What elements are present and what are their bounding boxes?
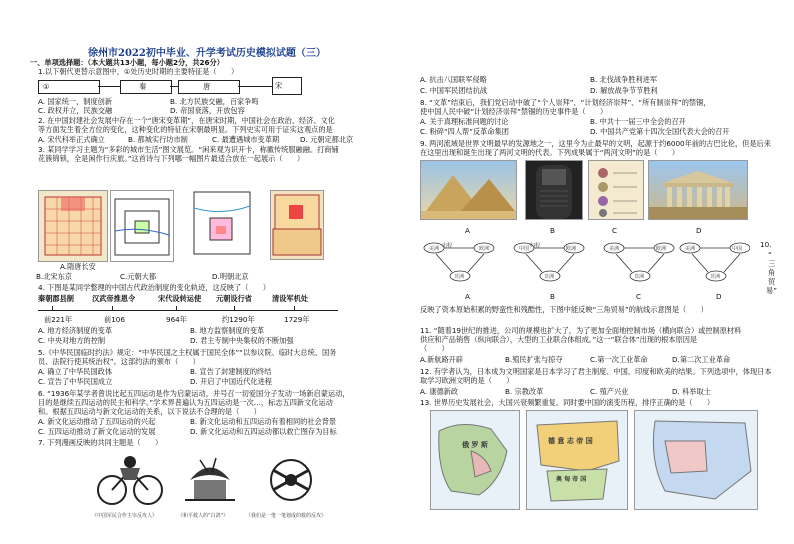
timeline-event-4: 元朝设行省: [216, 294, 252, 303]
question-2-line1: 2. 在中国封建社会发展中存在一个“唐宋变革期”，在唐宋时期，中国社会在政治、经济、文化: [38, 116, 335, 125]
timeline-tick: [234, 306, 235, 310]
q11-option-c: C.第一次工业革命: [590, 355, 648, 364]
cartoon-2-caption: 《和平救人的“白鸽”》: [178, 513, 229, 519]
question-10-text: 反映了资本原始积累的野蛮性和残酷性，下图中能反映“三角贸易”的航线示意图是（ ）: [420, 305, 708, 314]
cartoon-1-caption: 《中国军民合作主宰反攻人》: [92, 513, 158, 519]
question-11-line1: 11. “随着19世纪的推进，公司的规模也扩大了，为了更加全面地控制市场（横向联合）或控制原材料: [420, 326, 742, 335]
map-label-austria-hungary: 奥 匈 帝 国: [556, 476, 587, 483]
timeline-event-3: 宋代设转运使: [158, 294, 202, 303]
q4-option-a: A. 地方经济制度的变革: [38, 326, 113, 335]
question-7: 7. 下列漫画反映的共同主题是（ ）: [38, 438, 163, 447]
q10-side-3: 贸: [768, 277, 776, 286]
trade-route-diagrams: [420, 234, 750, 290]
timeline-event-1: 秦朝郡县制: [38, 294, 74, 303]
timeline-tick: [52, 306, 53, 310]
q-top-option-c: C. 中国军民团结抗战: [420, 86, 488, 95]
timeline-tick: [176, 306, 177, 310]
q10-label-a: A: [465, 292, 470, 301]
flow-box-3: 唐: [178, 80, 240, 94]
q10-label-c: C: [636, 292, 642, 301]
question-12-line2: 取学习欧洲文明的是（ ）: [420, 376, 514, 385]
q10-node-america-3: 美洲: [609, 246, 620, 252]
q2-option-d: D. 元朝定都北京: [300, 135, 354, 144]
map-label-russia: 俄 罗 斯: [462, 441, 488, 449]
q3-label-a: A.隋唐长安: [60, 262, 96, 271]
map-2-image: [526, 410, 628, 510]
q1-option-a: A. 国家统一，制度创新: [38, 97, 113, 106]
question-4: 4. 下图是某同学整理的中国古代政治制度的变化轨迹，这反映了（ ）: [38, 283, 270, 292]
q10-side-1: 三: [768, 259, 776, 268]
q11-option-b: B.殖民扩张与掠夺: [505, 355, 563, 364]
flow-box-4: 宋: [272, 77, 302, 95]
q10-node-china: 中国: [519, 246, 530, 252]
caste-diagram-image: [588, 160, 644, 220]
q11-option-a: A.新航路开辟: [420, 355, 464, 364]
q9-label-b: B: [550, 226, 555, 235]
timeline-year-3: 964年: [166, 315, 187, 324]
q8-option-b: B. 中共十一届三中全会的召开: [590, 117, 686, 126]
question-9-line2: 在这里出现和诞生出现了两河文明的代表。下列成果属于“两河文明”的是（ ）: [420, 148, 680, 157]
q3-label-d: D.明朝北京: [212, 272, 249, 281]
question-6-line3: 和。根据五四运动与新文化运动的关系，以下说法不合理的是（ ）: [38, 407, 261, 416]
timeline-tick: [112, 306, 113, 310]
question-2-line2: 等方面发生着全方位的变化，这种变化的特征在宋朝最明显。下列史实可用于证实这观点的是: [38, 125, 333, 134]
q-top-option-d: D. 解放战争节节胜利: [590, 86, 658, 95]
flow-box-2: 秦: [120, 80, 172, 94]
question-11-line2: 供应和产品销售（纵向联合），大型的工业联合体组成。”这一“联合体”出现的根本原因是: [420, 335, 698, 344]
q8-option-c: C. 粉碎“四人帮”反革命集团: [420, 127, 509, 136]
question-8-line1: 8. “文革”结束后，我们党启动中破了“个人崇拜”、“计划经济崇拜”、“所有制崇拜”的禁锢，: [420, 98, 711, 107]
timeline-axis: [38, 310, 338, 311]
q1-option-d: D. 帝国衰落，开放包容: [170, 106, 245, 115]
cartoon-3-caption: 《我们是一笔一笔划成的救的反攻》: [246, 513, 327, 519]
q8-option-a: A. 关于真理标准问题的讨论: [420, 117, 509, 126]
map-label-german-empire: 德 意 志 帝 国: [548, 437, 593, 445]
q1-option-b: B. 北方民族交融，百家争鸣: [170, 97, 259, 106]
q9-label-c: C: [612, 226, 618, 235]
q10-node-america: 美洲: [429, 246, 440, 252]
question-11-line3: （ ）: [420, 344, 449, 353]
q12-option-b: B. 宗教改革: [505, 387, 544, 396]
map-changan-image: [38, 190, 108, 262]
q10-node-america-4: 美洲: [685, 246, 696, 252]
question-3-line1: 3. 某同学学习主题为“多彩的城市生活”图文展览。“闲来观为识开卡，称徽传统服融融。打商铺: [38, 145, 339, 154]
timeline-year-1: 前221年: [44, 315, 73, 324]
q9-label-d: D: [696, 226, 702, 235]
q1-option-c: C. 政权并立，民族交融: [38, 106, 113, 115]
q10-node-china-4: 中国: [732, 246, 743, 252]
timeline-year-5: 1729年: [284, 315, 310, 324]
q10-node-africa-4: 非洲: [710, 274, 721, 280]
flow-arrow: [98, 86, 120, 87]
question-8-line2: 使中国人民中破“计划经济崇拜”禁锢的历史事件是（ ）: [420, 107, 608, 116]
q10-side-num: 10.: [760, 240, 772, 249]
q10-node-europe: 欧洲: [479, 246, 490, 252]
timeline-year-4: 约1290年: [222, 315, 255, 324]
q4-option-d: D. 君主专制中央集权的不断加强: [190, 336, 294, 345]
cartoon-1-image: [90, 450, 170, 508]
q12-option-a: A. 康德新政: [420, 387, 459, 396]
q3-label-c: C.元朝大都: [120, 272, 157, 281]
q6-option-a: A. 新文化运动推动了五四运动的兴起: [38, 417, 156, 426]
q2-option-a: A. 宋代科举正式确立: [38, 135, 105, 144]
question-3-line2: 花簇锦锁，全是闲作行庆旅。”这首诗与下列哪一幅图片最适合放在一起展示（ ）: [38, 154, 305, 163]
q10-label-d: D: [716, 292, 722, 301]
q5-option-d: D. 开启了中国近代化进程: [190, 377, 272, 386]
question-13: 13. 世界历史发展社会，大国兴衰频繁重复。同时要中国的演变历程，排序正确的是（ ）: [420, 398, 715, 407]
page-title: 徐州市2022初中毕业、升学考试历史模拟试题（三）: [88, 48, 326, 59]
cartoon-3-image: [258, 450, 324, 508]
map-1-image: [430, 410, 520, 510]
q10-side-2: 角: [768, 268, 776, 277]
q4-option-b: B. 地方监察制度的变革: [190, 326, 265, 335]
flow-arrow: [170, 86, 178, 87]
q10-label-b: B: [550, 292, 555, 301]
question-12-line1: 12. 有学者认为，日本成为文明国家是日本学习了君主制度、中国、印度和欧美的结果。下列选项中，体现日本: [420, 367, 772, 376]
q4-option-c: C. 中央对地方的控制: [38, 336, 106, 345]
q12-option-d: D. 科举取士: [672, 387, 711, 396]
q10-node-africa: 非洲: [454, 274, 465, 280]
timeline-event-5: 清设军机处: [272, 294, 308, 303]
q6-option-c: C. 五四运动推动了新文化运动的发展: [38, 427, 156, 436]
q3-label-b: B.北宋东京: [36, 272, 72, 281]
question-1: 1.以下朝代更替示意图中，①处历史时期的主要特征是（ ）: [38, 67, 239, 76]
q10-node-africa-3: 非洲: [634, 274, 645, 280]
q-top-option-a: A. 抗击八国联军侵略: [420, 75, 487, 84]
flow-box-1: ①: [38, 80, 100, 94]
q10-node-europe-3: 欧洲: [656, 246, 667, 252]
q10-route-out: 出程: [442, 243, 453, 249]
q5-option-a: A. 确立了中华民国政体: [38, 367, 113, 376]
q10-node-africa-2: 非洲: [544, 274, 555, 280]
pyramids-image: [420, 160, 517, 220]
q9-label-a: A: [465, 226, 470, 235]
q11-option-d: D.第二次工业革命: [672, 355, 731, 364]
map-dongjing-image: [110, 190, 174, 262]
q10-route-back: 归程: [530, 243, 541, 249]
q10-node-europe-2: 欧洲: [566, 246, 577, 252]
map-dadu-image: [176, 188, 268, 260]
q10-side-4: 易”: [766, 286, 777, 295]
hammurabi-stele-image: [525, 160, 583, 220]
question-5-line2: 员、法院行使其统治权”。这部约法的颁布（ ）: [38, 357, 200, 366]
question-9-line1: 9. 两河流域是世界文明最早的发源地之一，这里今为止最早的文明，起源于约6000年前的古巴比伦，但是后来: [420, 139, 771, 148]
question-6-line2: 目的是继续五四运动的民主和科学。”学术界普遍认为五四运动是一次…，标志五四新文化运动: [38, 398, 333, 407]
q6-option-d: D. 新文化运动和五四运动都以救亡图存为目标: [190, 427, 337, 436]
map-3-image: [634, 410, 758, 510]
q2-option-c: C. 最遭遇城市变革期: [212, 135, 280, 144]
q6-option-b: B. 新文化运动和五四运动有着相同的社会背景: [190, 417, 337, 426]
q10-side-quote: “: [768, 250, 772, 259]
question-6-line1: 6. “1936年某学者曾说比起五四运动是作为启蒙运动，并号召一切爱国分子发动一场新启蒙运动，: [38, 389, 350, 398]
parthenon-image: [648, 160, 748, 220]
timeline-tick: [294, 306, 295, 310]
map-beijing-image: [270, 190, 324, 260]
question-5-line1: 5.《中华民国临时约法》规定：“中华民国之主权属于国民全体”“以参议院、临时大总统、国务: [38, 348, 337, 357]
cartoon-2-image: [180, 450, 240, 508]
section-heading: 一、单项选择题：（本大题共13小题，每小题2分，共26分）: [30, 58, 224, 67]
q-top-option-b: B. 北伐战争胜利进军: [590, 75, 658, 84]
q5-option-b: B. 宣告了封建制度的终结: [190, 367, 272, 376]
timeline-year-2: 前106: [104, 315, 125, 324]
q12-option-c: C. 殖产兴业: [590, 387, 629, 396]
flow-arrow: [238, 86, 272, 87]
timeline-event-2: 汉武帝推恩令: [92, 294, 136, 303]
q8-option-d: D. 中国共产党第十四次全国代表大会的召开: [590, 127, 730, 136]
q2-option-b: B. 都城实行坊市制: [128, 135, 188, 144]
q5-option-c: C. 宣告了中华民国成立: [38, 377, 113, 386]
